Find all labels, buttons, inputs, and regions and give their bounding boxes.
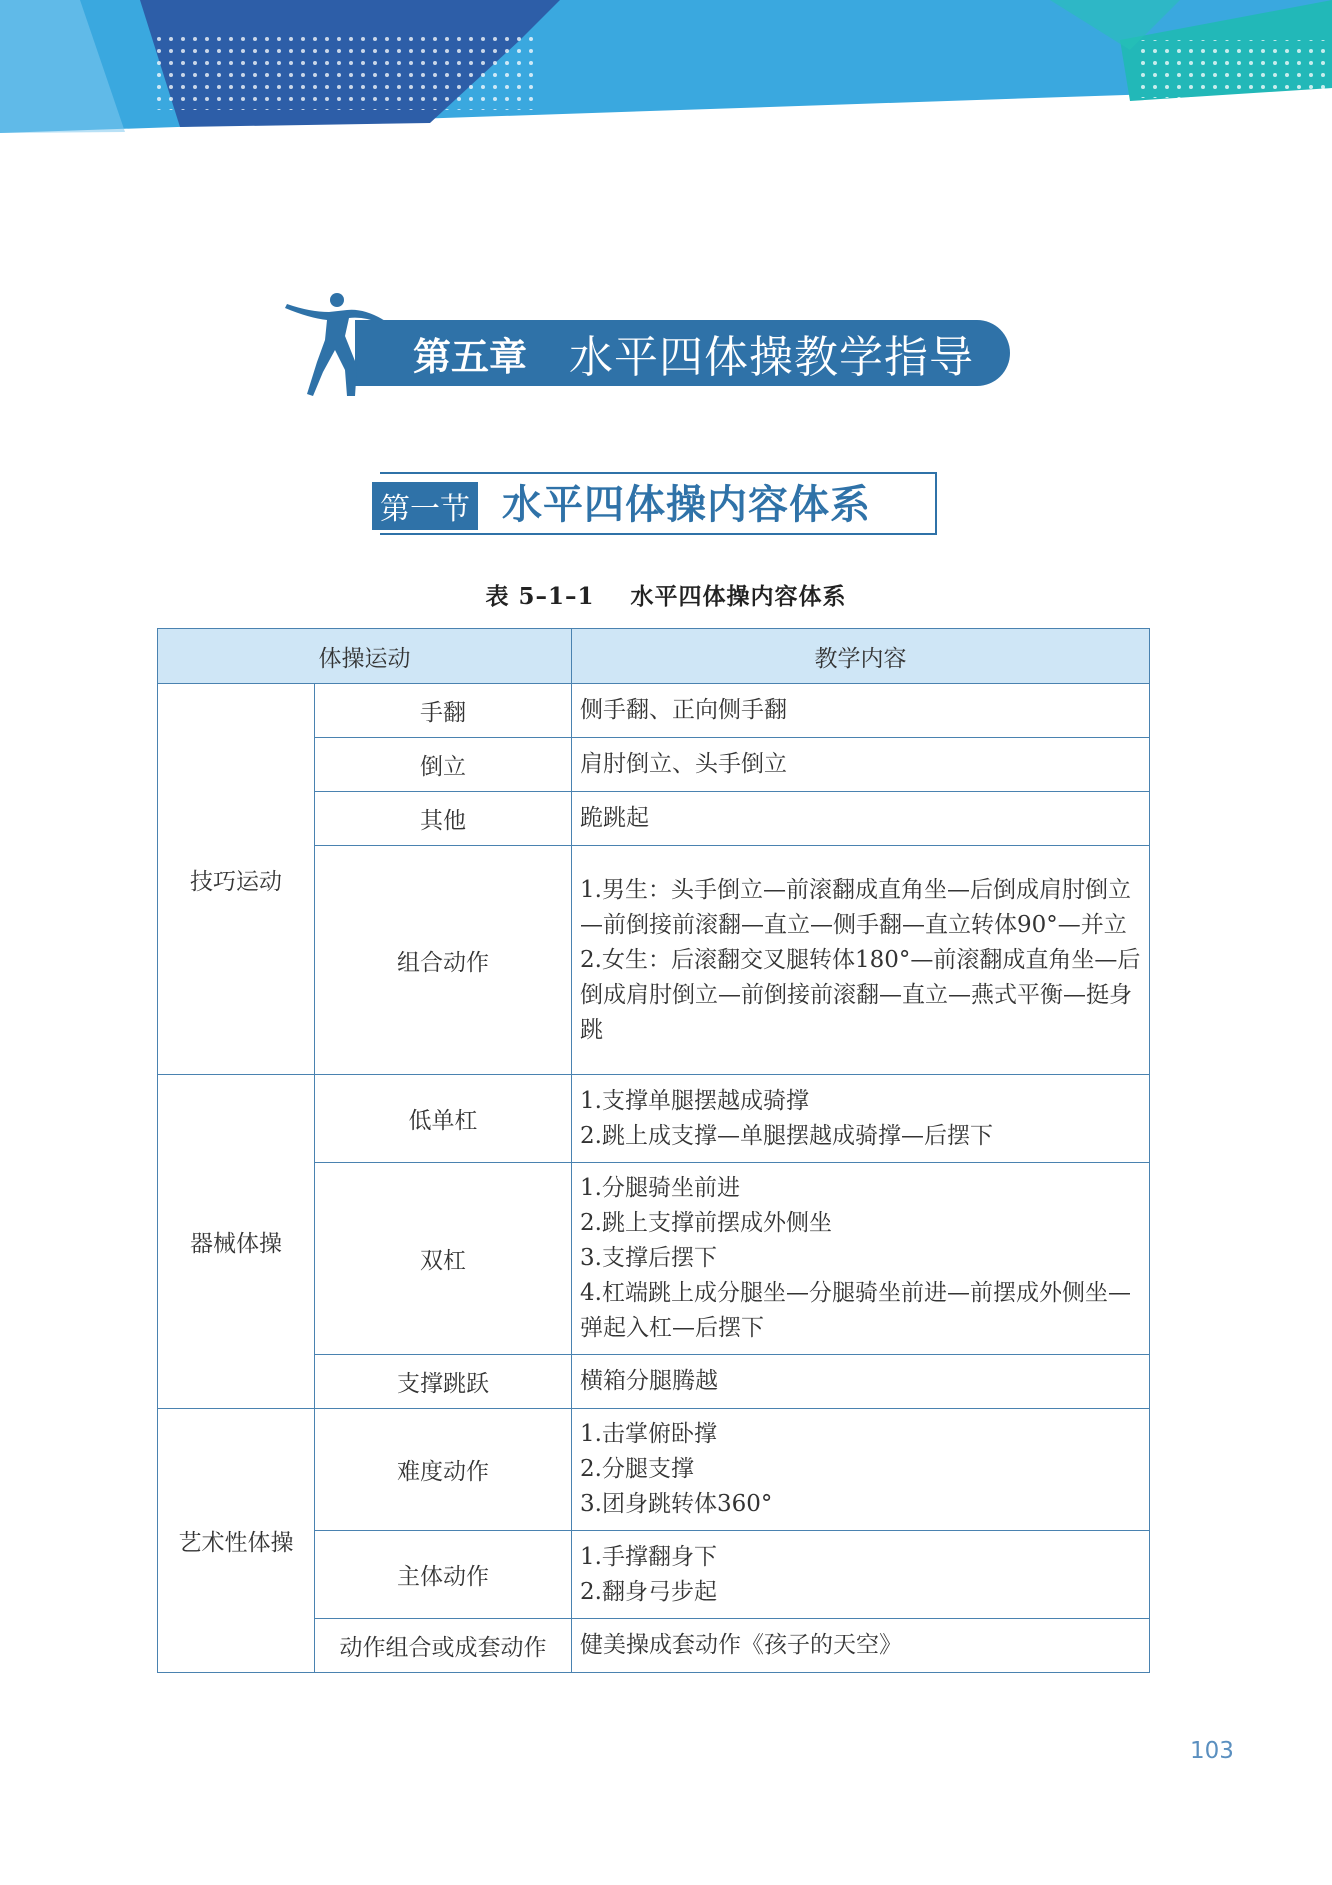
item-cell: 倒立 xyxy=(315,738,572,792)
content-line: 4.杠端跳上成分腿坐—分腿骑坐前进—前摆成外侧坐—弹起入杠—后摆下 xyxy=(580,1280,1131,1341)
content-line: 2.翻身弓步起 xyxy=(580,1578,717,1605)
content-cell xyxy=(572,1163,1150,1355)
table-caption-title: 水平四体操内容体系 xyxy=(630,583,847,610)
content-cell xyxy=(572,1619,1150,1673)
content-line: 2.跳上支撑前摆成外侧坐 xyxy=(580,1210,832,1236)
content-line: 3.团身跳转体360° xyxy=(580,1491,773,1517)
content-line: 横箱分腿腾越 xyxy=(580,1368,718,1394)
content-line: 健美操成套动作《孩子的天空》 xyxy=(580,1632,902,1658)
content-cell xyxy=(572,1531,1150,1619)
table-row xyxy=(158,1409,1150,1531)
content-cell xyxy=(572,1075,1150,1163)
table-row xyxy=(158,1075,1150,1163)
item-cell: 组合动作 xyxy=(315,846,572,1075)
section-heading xyxy=(372,472,937,540)
table-row xyxy=(158,684,1150,738)
item-cell: 双杠 xyxy=(315,1163,572,1355)
chapter-number: 第五章 xyxy=(413,334,528,379)
content-table xyxy=(157,628,1150,1673)
top-banner xyxy=(0,0,1332,140)
chapter-title: 水平四体操教学指导 xyxy=(569,332,975,383)
table-caption-number: 表 5–1–1 xyxy=(485,583,595,610)
content-cell xyxy=(572,846,1150,1075)
content-line: 1.手撑翻身下 xyxy=(580,1543,717,1570)
content-line: 3.支撑后摆下 xyxy=(580,1245,717,1271)
content-cell xyxy=(572,792,1150,846)
content-cell xyxy=(572,738,1150,792)
category-cell: 技巧运动 xyxy=(158,684,315,1075)
section-number: 第一节 xyxy=(372,482,478,530)
content-line: 跪跳起 xyxy=(580,805,649,831)
content-line: 2.跳上成支撑—单腿摆越成骑撑—后摆下 xyxy=(580,1122,993,1149)
item-cell: 难度动作 xyxy=(315,1409,572,1531)
chapter-banner xyxy=(355,320,1010,386)
table-caption xyxy=(0,578,1332,611)
item-cell: 其他 xyxy=(315,792,572,846)
content-line: 侧手翻、正向侧手翻 xyxy=(580,697,787,723)
chapter-heading xyxy=(285,290,1025,402)
item-cell: 主体动作 xyxy=(315,1531,572,1619)
gymnast-figure-icon xyxy=(285,290,395,402)
page-number: 103 xyxy=(1190,1738,1234,1764)
content-line: 2.女生：后滚翻交叉腿转体180°—前滚翻成直角坐—后倒成肩肘倒立—前倒接前滚翻—直立—燕式平衡—挺身跳 xyxy=(580,946,1141,1043)
content-line: 肩肘倒立、头手倒立 xyxy=(580,751,787,777)
content-line: 2.分腿支撑 xyxy=(580,1456,694,1482)
section-title: 水平四体操内容体系 xyxy=(502,482,871,528)
item-cell: 支撑跳跃 xyxy=(315,1355,572,1409)
item-cell: 动作组合或成套动作 xyxy=(315,1619,572,1673)
content-line: 1.击掌俯卧撑 xyxy=(580,1421,717,1447)
content-line: 1.男生：头手倒立—前滚翻成直角坐—后倒成肩肘倒立—前倒接前滚翻—直立—侧手翻—直立转体90°—并立 xyxy=(580,876,1131,938)
content-cell xyxy=(572,1409,1150,1531)
category-cell: 器械体操 xyxy=(158,1075,315,1409)
header-sport: 体操运动 xyxy=(158,629,572,684)
item-cell: 手翻 xyxy=(315,684,572,738)
header-content: 教学内容 xyxy=(572,629,1150,684)
table-header-row xyxy=(158,629,1150,684)
content-cell xyxy=(572,684,1150,738)
category-cell: 艺术性体操 xyxy=(158,1409,315,1673)
item-cell: 低单杠 xyxy=(315,1075,572,1163)
content-line: 1.支撑单腿摆越成骑撑 xyxy=(580,1087,809,1114)
content-cell xyxy=(572,1355,1150,1409)
content-line: 1.分腿骑坐前进 xyxy=(580,1175,740,1201)
